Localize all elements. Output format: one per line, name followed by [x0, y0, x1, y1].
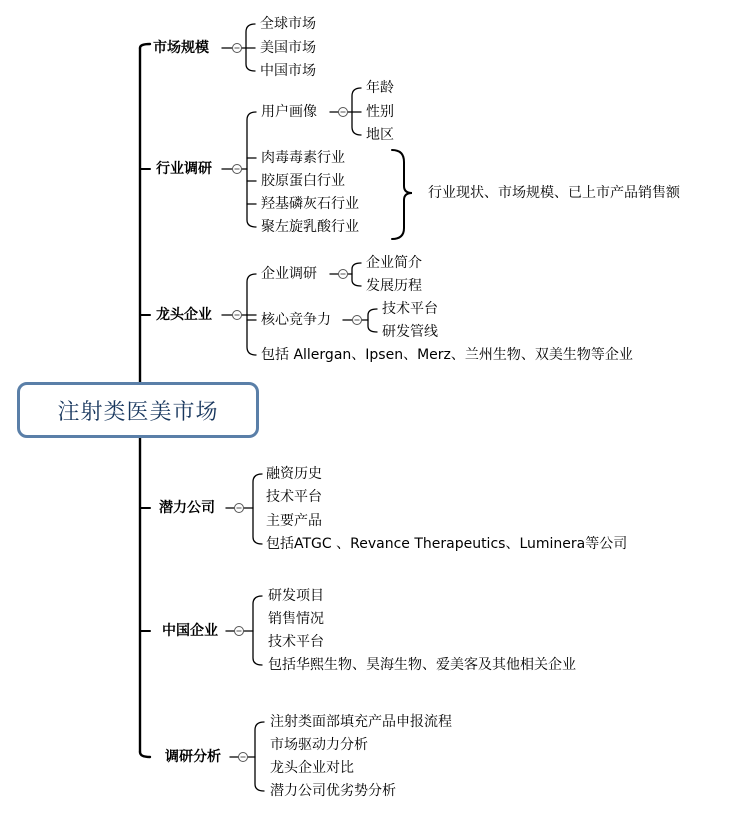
- market-size-item[interactable]: 中国市场: [260, 63, 316, 79]
- market-size-item[interactable]: 美国市场: [260, 40, 316, 56]
- analysis-item[interactable]: 龙头企业对比: [270, 760, 354, 776]
- branch-leading-companies[interactable]: 龙头企业: [156, 307, 212, 323]
- core-competitiveness-item[interactable]: 技术平台: [382, 301, 438, 317]
- potential-item[interactable]: 融资历史: [266, 466, 322, 482]
- industry-item[interactable]: 胶原蛋白行业: [261, 173, 345, 189]
- root-node[interactable]: [17, 382, 259, 438]
- market-size-item[interactable]: 全球市场: [260, 16, 316, 32]
- industry-item[interactable]: 聚左旋乳酸行业: [261, 219, 359, 235]
- industry-item[interactable]: 羟基磷灰石行业: [261, 196, 359, 212]
- chinese-company-item[interactable]: 销售情况: [268, 611, 324, 627]
- chinese-company-item[interactable]: 研发项目: [268, 588, 324, 604]
- branch-research-analysis[interactable]: 调研分析: [165, 749, 221, 765]
- enterprise-research-item[interactable]: 企业简介: [366, 255, 422, 271]
- user-profile-node[interactable]: 用户画像: [261, 104, 317, 120]
- chinese-company-item[interactable]: 包括华熙生物、昊海生物、爱美客及其他相关企业: [268, 657, 576, 673]
- user-profile-item[interactable]: 年龄: [366, 80, 394, 96]
- branch-market-size[interactable]: 市场规模: [153, 40, 209, 56]
- core-competitiveness-item[interactable]: 研发管线: [382, 324, 438, 340]
- analysis-item[interactable]: 市场驱动力分析: [270, 737, 368, 753]
- leading-companies-includes[interactable]: 包括 Allergan、Ipsen、Merz、兰州生物、双美生物等企业: [261, 347, 633, 363]
- potential-item[interactable]: 主要产品: [266, 513, 322, 529]
- branch-potential-companies[interactable]: 潜力公司: [159, 500, 215, 516]
- analysis-item[interactable]: 潜力公司优劣势分析: [270, 783, 396, 799]
- chinese-company-item[interactable]: 技术平台: [268, 634, 324, 650]
- branch-chinese-companies[interactable]: 中国企业: [162, 623, 218, 639]
- core-competitiveness-node[interactable]: 核心竞争力: [261, 312, 331, 328]
- enterprise-research-item[interactable]: 发展历程: [366, 278, 422, 294]
- industry-item[interactable]: 肉毒毒素行业: [261, 150, 345, 166]
- enterprise-research-node[interactable]: 企业调研: [261, 266, 317, 282]
- user-profile-item[interactable]: 性别: [366, 104, 394, 120]
- potential-item[interactable]: 包括ATGC 、Revance Therapeutics、Luminera等公司: [266, 536, 628, 552]
- potential-item[interactable]: 技术平台: [266, 489, 322, 505]
- root-label: 注射类医美市场: [57, 399, 219, 425]
- analysis-item[interactable]: 注射类面部填充产品申报流程: [270, 714, 452, 730]
- user-profile-item[interactable]: 地区: [366, 127, 394, 143]
- branch-industry-research[interactable]: 行业调研: [156, 161, 212, 177]
- industries-summary-note[interactable]: 行业现状、市场规模、已上市产品销售额: [428, 185, 680, 201]
